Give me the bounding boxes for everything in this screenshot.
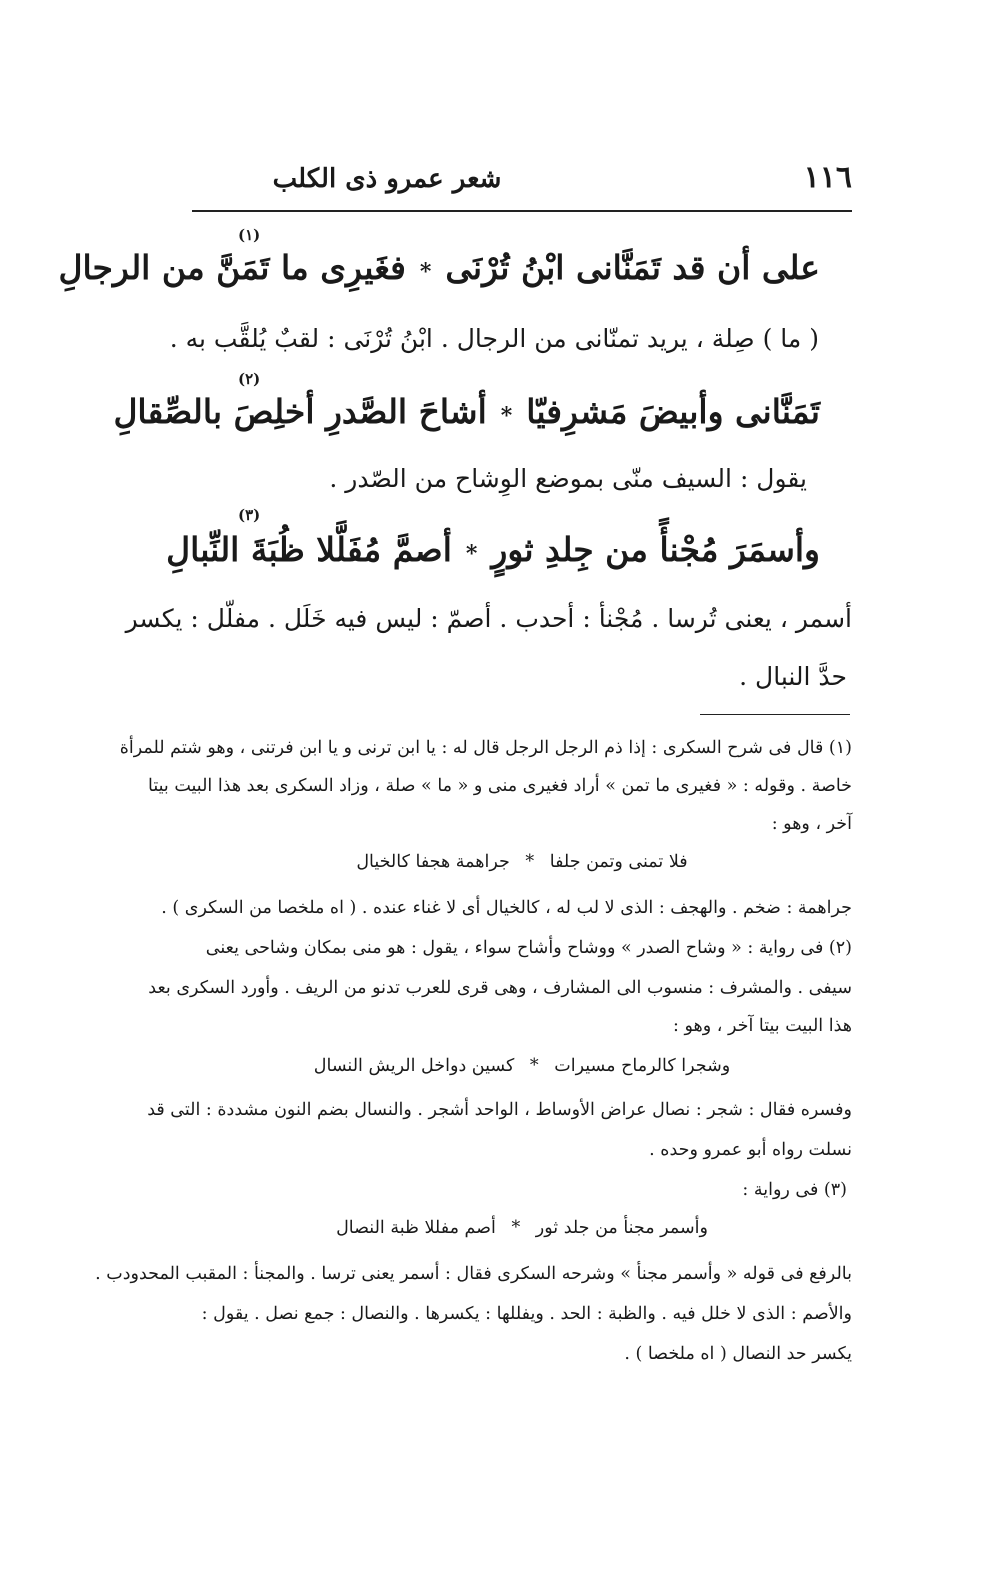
verse-3 bbox=[166, 530, 820, 569]
verse-2-first-hemistich: تَمَنَّانى وأبيضَ مَشرِفيّا bbox=[526, 392, 820, 431]
footnote-marker-2: (٢) bbox=[238, 370, 261, 388]
footnote-separator bbox=[700, 714, 850, 715]
page-number: ١١٦ bbox=[803, 160, 852, 195]
footnote-1-verse bbox=[192, 852, 852, 872]
footnote-marker-1: (١) bbox=[238, 226, 261, 244]
footnote-2-line-2: سيفى . والمشرف : منسوب الى المشارف ، وهى قرى للعرب تدنو من الريف . وأورد السكرى بعد bbox=[148, 978, 852, 998]
header-title: شعر عمرو ذى الكلب bbox=[272, 164, 502, 194]
verse-1-first-hemistich: على أن قد تَمَنَّانى ابْنُ تُرْنَى bbox=[445, 248, 820, 287]
verse-separator: * bbox=[419, 259, 432, 285]
commentary-3-line-2: حدَّ النبال . bbox=[739, 662, 847, 691]
footnote-3-verse bbox=[192, 1218, 852, 1238]
footnote-3-line-2: بالرفع فى قوله « وأسمر مجنأ » وشرحه السكرى فقال : أسمر يعنى ترسا . والمجنأ : المقبب المحدودب . bbox=[95, 1264, 852, 1284]
verse-3-second-hemistich: أصمَّ مُفَلَّلا ظُبَةَ النِّبالِ bbox=[166, 530, 452, 569]
footnote-1-verse-first: فلا تمنى وتمن جلفا bbox=[549, 852, 688, 872]
commentary-3-line-1: أسمر ، يعنى تُرسا . مُجْنأ : أحدب . أصمّ : ليس فيه خَلَل . مفلّل : يكسر bbox=[125, 604, 852, 633]
footnote-2-verse bbox=[192, 1056, 852, 1076]
footnote-2-line-5: نسلت رواه أبو عمرو وحده . bbox=[649, 1140, 852, 1160]
verse-3-first-hemistich: وأسمَرَ مُجْنأً من جِلدِ ثورٍ bbox=[491, 530, 820, 569]
footnote-2-line-1: (٢) فى رواية : « وشاح الصدر » ووشاح وأشاح سواء ، يقول : هو منى بمكان وشاحى يعنى bbox=[205, 938, 852, 958]
footnote-3-line-1: (٣) فى رواية : bbox=[742, 1180, 847, 1200]
footnote-3-verse-first: وأسمر مجنأ من جلد ثور bbox=[535, 1218, 708, 1238]
footnote-2-line-4: وفسره فقال : شجر : نصال عراض الأوساط ، الواحد أشجر . والنسال بضم النون مشددة : التى قد bbox=[147, 1100, 852, 1120]
verse-separator: * bbox=[465, 541, 478, 567]
footnote-1-line-4: جراهمة : ضخم . والهجف : الذى لا لب له ، كالخيال أى لا غناء عنده . ( اه ملخصا من السكرى ) . bbox=[161, 898, 852, 918]
verse-separator: * bbox=[511, 1218, 521, 1238]
commentary-2: يقول : السيف منّى بموضع الوِشاح من الصّدر . bbox=[329, 464, 807, 493]
verse-2-second-hemistich: أشاحَ الصَّدرِ أخلِصَ بالصِّقالِ bbox=[113, 392, 487, 431]
verse-separator: * bbox=[500, 403, 513, 429]
commentary-1: ( ما ) صِلة ، يريد تمنّانى من الرجال . ابْنُ تُرْنَى : لقبٌ يُلقَّب به . bbox=[169, 324, 819, 353]
footnote-3-line-3: والأصم : الذى لا خلل فيه . والظبة : الحد . ويفللها : يكسرها . والنصال : جمع نصل . يقول : bbox=[201, 1304, 852, 1324]
footnote-marker-3: (٣) bbox=[238, 506, 261, 524]
footnote-3-line-4: يكسر حد النصال ( اه ملخصا ) . bbox=[624, 1344, 852, 1364]
footnote-2-line-3: هذا البيت بيتا آخر ، وهو : bbox=[673, 1016, 852, 1036]
footnote-3-verse-second: أصم مفللا ظبة النصال bbox=[336, 1218, 496, 1238]
verse-separator: * bbox=[529, 1056, 539, 1076]
footnote-2-verse-first: وشجرا كالرماح مسيرات bbox=[554, 1056, 731, 1076]
footnote-1-line-1: (١) قال فى شرح السكرى : إذا ذم الرجل الرجل قال له : يا ابن ترنى و يا ابن فرتنى ، وهو شتم للمرأة bbox=[119, 738, 852, 758]
footnote-2-verse-second: كسين دواخل الريش النسال bbox=[313, 1056, 515, 1076]
footnote-1-verse-second: جراهمة هجفا كالخيال bbox=[356, 852, 510, 872]
verse-1 bbox=[58, 248, 820, 287]
verse-1-second-hemistich: فغَيرِى ما تَمَنَّ من الرجالِ bbox=[58, 248, 406, 287]
header-rule bbox=[192, 210, 852, 212]
verse-2 bbox=[113, 392, 820, 431]
footnote-1-line-2: خاصة . وقوله : « فغيرى ما تمن » أراد فغيرى منى و « ما » صلة ، وزاد السكرى بعد هذا البيت بيتا bbox=[148, 776, 852, 796]
running-header bbox=[192, 160, 852, 204]
verse-separator: * bbox=[525, 852, 535, 872]
footnote-1-line-3: آخر ، وهو : bbox=[771, 814, 852, 834]
